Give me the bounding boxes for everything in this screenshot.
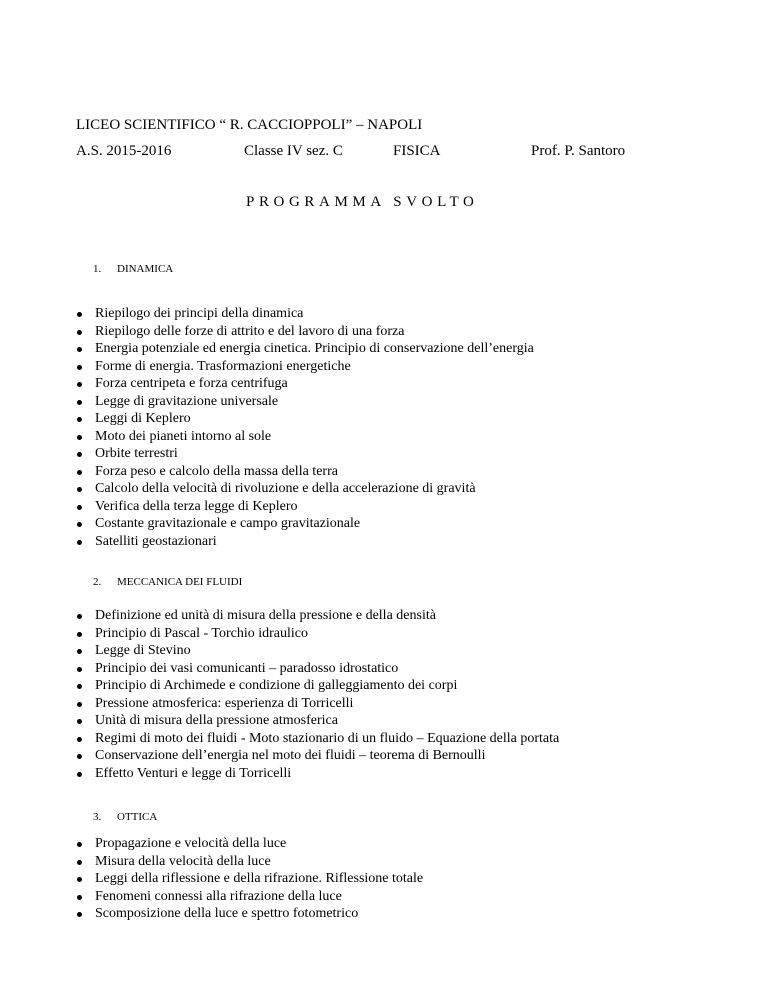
bullet-icon <box>77 365 82 370</box>
section-heading-ottica <box>93 811 157 823</box>
list-item-text: Regimi di moto dei fluidi - Moto stazionario di un fluido – Equazione della portata <box>95 730 560 746</box>
bullet-icon <box>77 522 82 527</box>
list-item-text: Verifica della terza legge di Keplero <box>95 498 298 514</box>
list-item-text: Principio di Archimede e condizione di galleggiamento dei corpi <box>95 678 458 693</box>
list-item-text: Fenomeni connessi alla rifrazione della luce <box>95 888 342 904</box>
list-item-text: Principio di Pascal - Torchio idraulico <box>95 625 308 641</box>
section-number: 1. <box>93 263 102 275</box>
document-title: PROGRAMMA SVOLTO <box>246 194 479 210</box>
bullet-icon <box>77 312 82 317</box>
school-year: A.S. 2015-2016 <box>76 143 172 159</box>
bullet-icon <box>77 895 82 900</box>
list-item-text: Forme di energia. Trasformazioni energetiche <box>95 358 351 374</box>
section-number: 2. <box>93 576 102 588</box>
bullet-icon <box>77 632 82 637</box>
bullet-icon <box>77 912 82 917</box>
list-item-text: Orbite terrestri <box>95 446 178 461</box>
list-item-text: Unità di misura della pressione atmosferica <box>95 713 338 728</box>
bullet-icon <box>77 347 82 352</box>
list-item-text: Riepilogo delle forze di attrito e del lavoro di una forza <box>95 323 405 339</box>
bullet-icon <box>77 842 82 847</box>
section-number: 3. <box>93 811 102 823</box>
list-item-text: Leggi della riflessione e della rifrazione. Riflessione totale <box>95 871 424 886</box>
bullet-icon <box>77 754 82 759</box>
list-item-text: Effetto Venturi e legge di Torricelli <box>95 765 292 781</box>
bullet-icon <box>77 382 82 387</box>
bullet-icon <box>77 452 82 457</box>
bullet-icon <box>77 667 82 672</box>
teacher-name: Prof. P. Santoro <box>531 143 626 159</box>
list-item-text: Moto dei pianeti intorno al sole <box>95 428 272 444</box>
bullet-icon <box>77 330 82 335</box>
bullet-icon <box>77 719 82 724</box>
school-name: LICEO SCIENTIFICO “ R. CACCIOPPOLI” – NAPOLI <box>76 117 423 133</box>
section-title: OTTICA <box>117 811 158 823</box>
list-item-text: Propagazione e velocità della luce <box>95 836 287 851</box>
list-item-text: Calcolo della velocità di rivoluzione e della accelerazione di gravità <box>95 481 476 496</box>
section-title: MECCANICA DEI FLUIDI <box>117 576 243 588</box>
bullet-icon <box>77 737 82 742</box>
bullet-icon <box>77 470 82 475</box>
bullet-icon <box>77 702 82 707</box>
list-item-text: Pressione atmosferica: esperienza di Torricelli <box>95 695 354 711</box>
bullet-icon <box>77 417 82 422</box>
bullet-icon <box>77 435 82 440</box>
bullet-icon <box>77 614 82 619</box>
list-item-text: Misura della velocità della luce <box>95 853 271 869</box>
section-heading-dinamica <box>93 263 173 275</box>
bullet-icon <box>77 877 82 882</box>
bullet-icon <box>77 505 82 510</box>
list-item-text: Conservazione dell’energia nel moto dei fluidi – teorema di Bernoulli <box>95 748 486 763</box>
list-item-text: Leggi di Keplero <box>95 411 191 426</box>
list-item-text: Definizione ed unità di misura della pressione e della densità <box>95 608 436 623</box>
list-item-text: Satelliti geostazionari <box>95 533 217 549</box>
list-item-text: Legge di gravitazione universale <box>95 393 279 409</box>
subject: FISICA <box>393 143 441 159</box>
bullet-icon <box>77 400 82 405</box>
list-item-text: Forza peso e calcolo della massa della terra <box>95 463 338 479</box>
bullet-icon <box>77 649 82 654</box>
bullet-icon <box>77 487 82 492</box>
list-item-text: Costante gravitazionale e campo gravitazionale <box>95 516 361 531</box>
list-item-text: Legge di Stevino <box>95 643 191 658</box>
bullet-icon <box>77 540 82 545</box>
list-item-text: Principio dei vasi comunicanti – paradosso idrostatico <box>95 660 399 676</box>
list-item-text: Energia potenziale ed energia cinetica. Principio di conservazione dell’energia <box>95 341 534 356</box>
section-title: DINAMICA <box>117 263 174 275</box>
list-item-text: Scomposizione della luce e spettro fotometrico <box>95 906 359 921</box>
bullet-icon <box>77 860 82 865</box>
class-section: Classe IV sez. C <box>244 143 343 159</box>
bullet-icon <box>77 684 82 689</box>
section-heading-meccanica-dei-fluidi <box>93 576 242 588</box>
list-item-text: Forza centripeta e forza centrifuga <box>95 376 288 391</box>
list-item-text: Riepilogo dei principi della dinamica <box>95 306 304 321</box>
bullet-icon <box>77 772 82 777</box>
